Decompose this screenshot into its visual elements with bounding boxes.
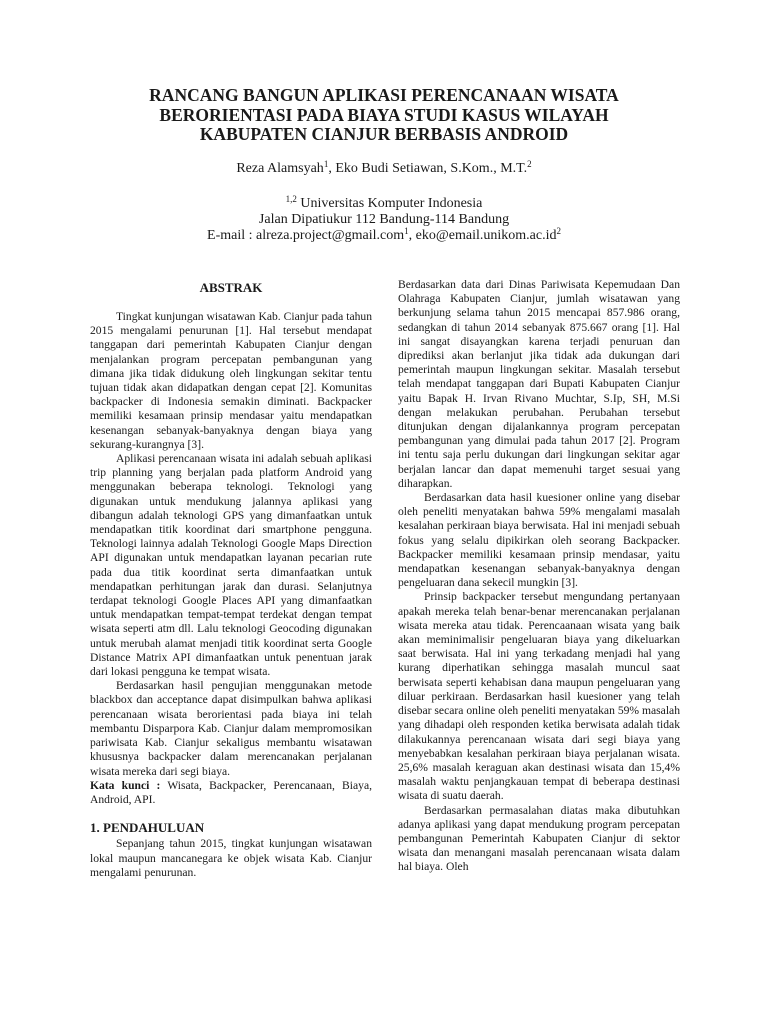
email-1[interactable]: E-mail : alreza.project@gmail.com bbox=[207, 228, 405, 243]
university-name: Universitas Komputer Indonesia bbox=[296, 196, 483, 211]
affiliation bbox=[0, 196, 768, 244]
title-line-2: BERORIENTASI PADA BIAYA STUDI KASUS WILAYAH bbox=[159, 104, 609, 125]
abstract-paragraph-1: Tingkat kunjungan wisatawan Kab. Cianjur pada tahun 2015 mengalami penurunan [1]. Hal tersebut mendapat tanggapan dari pemerintah Kabupaten Cianjur dengan menjalankan program percepatan pembangunan yang dimana jika tidak didukung oleh lingkungan sekitar tentu tujuan tidak akan didapatkan dengan cepat [2]. Komunitas backpacker di Indonesia semakin diminati. Backpacker memiliki kesamaan prinsip mendasar yaitu mendapatkan kesenangan sebanyak-banyaknya dengan biaya yang sekurang-kurangnya [3]. bbox=[90, 310, 372, 451]
title-line-1: RANCANG BANGUN APLIKASI PERENCANAAN WISATA bbox=[149, 85, 619, 105]
author-list bbox=[0, 160, 768, 177]
abstract-paragraph-2: Aplikasi perencanaan wisata ini adalah sebuah aplikasi trip planning yang berjalan pada platform Android yang menggunakan beberapa teknologi. Teknologi yang digunakan untuk mendukung jalannya aplikasi yang dibangun adalah teknologi GPS yang dimanfaatkan untuk mendapatkan titik koordinat dari smartphone pengguna. Teknologi lainnya adalah Teknologi Google Maps Direction API digunakan untuk mendapatkan layanan pecarian rute pada dua titik koordinat serta dimanfaatkan untuk mendapatkan perhitungan jarak dan durasi. Selanjutnya terdapat teknologi Google Places API yang dimanfaatkan untuk mendapatkan tempat-tempat terdekat dengan tempat wisata seperti atm dll. Lalu teknologi Geocoding digunakan untuk merubah alamat menjadi titik koordinat serta Google Distance Matrix API dimanfaatkan untuk penentuan jarak dari lokasi pengguna ke tempat wisata. bbox=[90, 452, 372, 679]
email-2[interactable]: , eko@email.unikom.ac.id bbox=[408, 228, 557, 243]
right-paragraph-1: Berdasarkan data dari Dinas Pariwisata Kepemudaan Dan Olahraga Kabupaten Cianjur, jumlah wisatawan yang berkunjung selama tahun 2015 mencapai 857.986 orang, sedangkan di tahun 2014 sebanyak 875.667 orang [1]. Hal ini sangat disayangkan karena terjadi penuruan dan diprediksi akan berlanjut jika tidak ada dukungan dari pemerintah maupun lingkungan sekitar. Masalah tersebut telah mendapat tanggapan dari Bupati Kabupaten Cianjur yaitu Bapak H. Irvan Rivano Muchtar, S.Ip, SH, M.Si dengan melakukan perubahan. Perubahan tersebut ditunjukan dengan dijalankannya program percepatan pembangunan yang dimulai pada tahun 2017 [2]. Program ini tentu saja perlu dukungan dari lingkungan sekitar agar berjalan lancar dan dapat memenuhi target sesuai yang diharapkan. bbox=[398, 278, 680, 490]
author-2: Eko Budi Setiawan, S.Kom., M.T. bbox=[335, 161, 528, 176]
abstract-paragraph-3: Berdasarkan hasil pengujian menggunakan metode blackbox dan acceptance dapat disimpulkan bahwa aplikasi perencanaan wisata berorientasi pada biaya ini telah membantu Disparpora Kab. Cianjur dalam mempromosikan pariwisata Kab. Cianjur sekaligus membantu wisatawan khususnya backpacker dalam merencanakan perjalanan wisata mereka dari segi biaya. bbox=[90, 679, 372, 778]
right-column bbox=[398, 278, 680, 875]
email-line bbox=[0, 228, 768, 244]
keywords-label: Kata kunci : bbox=[90, 778, 161, 792]
right-paragraph-3: Prinsip backpacker tersebut mengundang pertanyaan apakah mereka telah benar-benar merencanakan perjalanan wisata mereka atau tidak. Perencaanaan wisata yang baik akan meminimalisir pengeluaran biaya yang dikeluarkan saat berwisata. Hal ini yang terkadang menjadi hal yang kurang diperhatikan sehingga masalah muncul saat berwisata seperti kehabisan dana maupun pengeluaran yang diluar perkiraan. Berdasarkan hasil kuesioner yang telah disebar secara online oleh peneliti menyatakan 59% masalah yang dihadapi oleh responden ketika berwisata adalah tidak dilakukannya perencanaan wisata dari segi biaya yang menyebabkan kesalahan perkiraan biaya perjalanan wisata. 25,6% masalah keraguan akan destinasi wisata dan 15,4% masalah waktu penjangkauan tempat di beberapa destinasi wisata di suatu daerah. bbox=[398, 590, 680, 803]
address: Jalan Dipatiukur 112 Bandung-114 Bandung bbox=[258, 212, 510, 227]
keywords-text: Wisata, Backpacker, Perencanaan, Biaya, Android, API. bbox=[90, 778, 372, 806]
abstract-heading: ABSTRAK bbox=[199, 280, 263, 295]
left-column bbox=[90, 310, 372, 880]
right-paragraph-2: Berdasarkan data hasil kuesioner online yang disebar oleh peneliti menyatakan bahwa 59% mengalami masalah kesalahan perkiraan biaya berwisata. Hal ini menjadi sebuah fokus yang selalu dipikirkan oleh seorang Backpacker. Backpacker memiliki kesamaan prinsip mendasar, yaitu mendapatkan kesenangan sebanyak-banyaknya dengan pengeluaran dana sekecil mungkin [3]. bbox=[398, 491, 680, 590]
author-1-sup: 1 bbox=[323, 159, 329, 169]
title-line-3: KABUPATEN CIANJUR BERBASIS ANDROID bbox=[199, 124, 569, 144]
author-separator: , bbox=[328, 161, 336, 176]
section-heading-pendahuluan: 1. PENDAHULUAN bbox=[90, 820, 205, 836]
email-2-sup: 2 bbox=[556, 226, 561, 236]
keywords bbox=[90, 779, 372, 807]
paper-title bbox=[90, 86, 678, 145]
section-1-paragraph-1: Sepanjang tahun 2015, tingkat kunjungan wisatawan lokal maupun mancanegara ke objek wisata Kab. Cianjur mengalami penurunan. bbox=[90, 837, 372, 879]
author-1: Reza Alamsyah bbox=[236, 161, 324, 176]
right-paragraph-4: Berdasarkan permasalahan diatas maka dibutuhkan adanya aplikasi yang dapat mendukung program percepatan pembangunan Pemerintah Kabupaten Cianjur di sektor wisata dan menangani masalah perencanaan wisata dalam hal biaya. Oleh bbox=[398, 803, 680, 874]
affiliation-sup: 1,2 bbox=[285, 194, 297, 204]
author-2-sup: 2 bbox=[527, 159, 532, 169]
email-1-sup: 1 bbox=[404, 226, 409, 236]
